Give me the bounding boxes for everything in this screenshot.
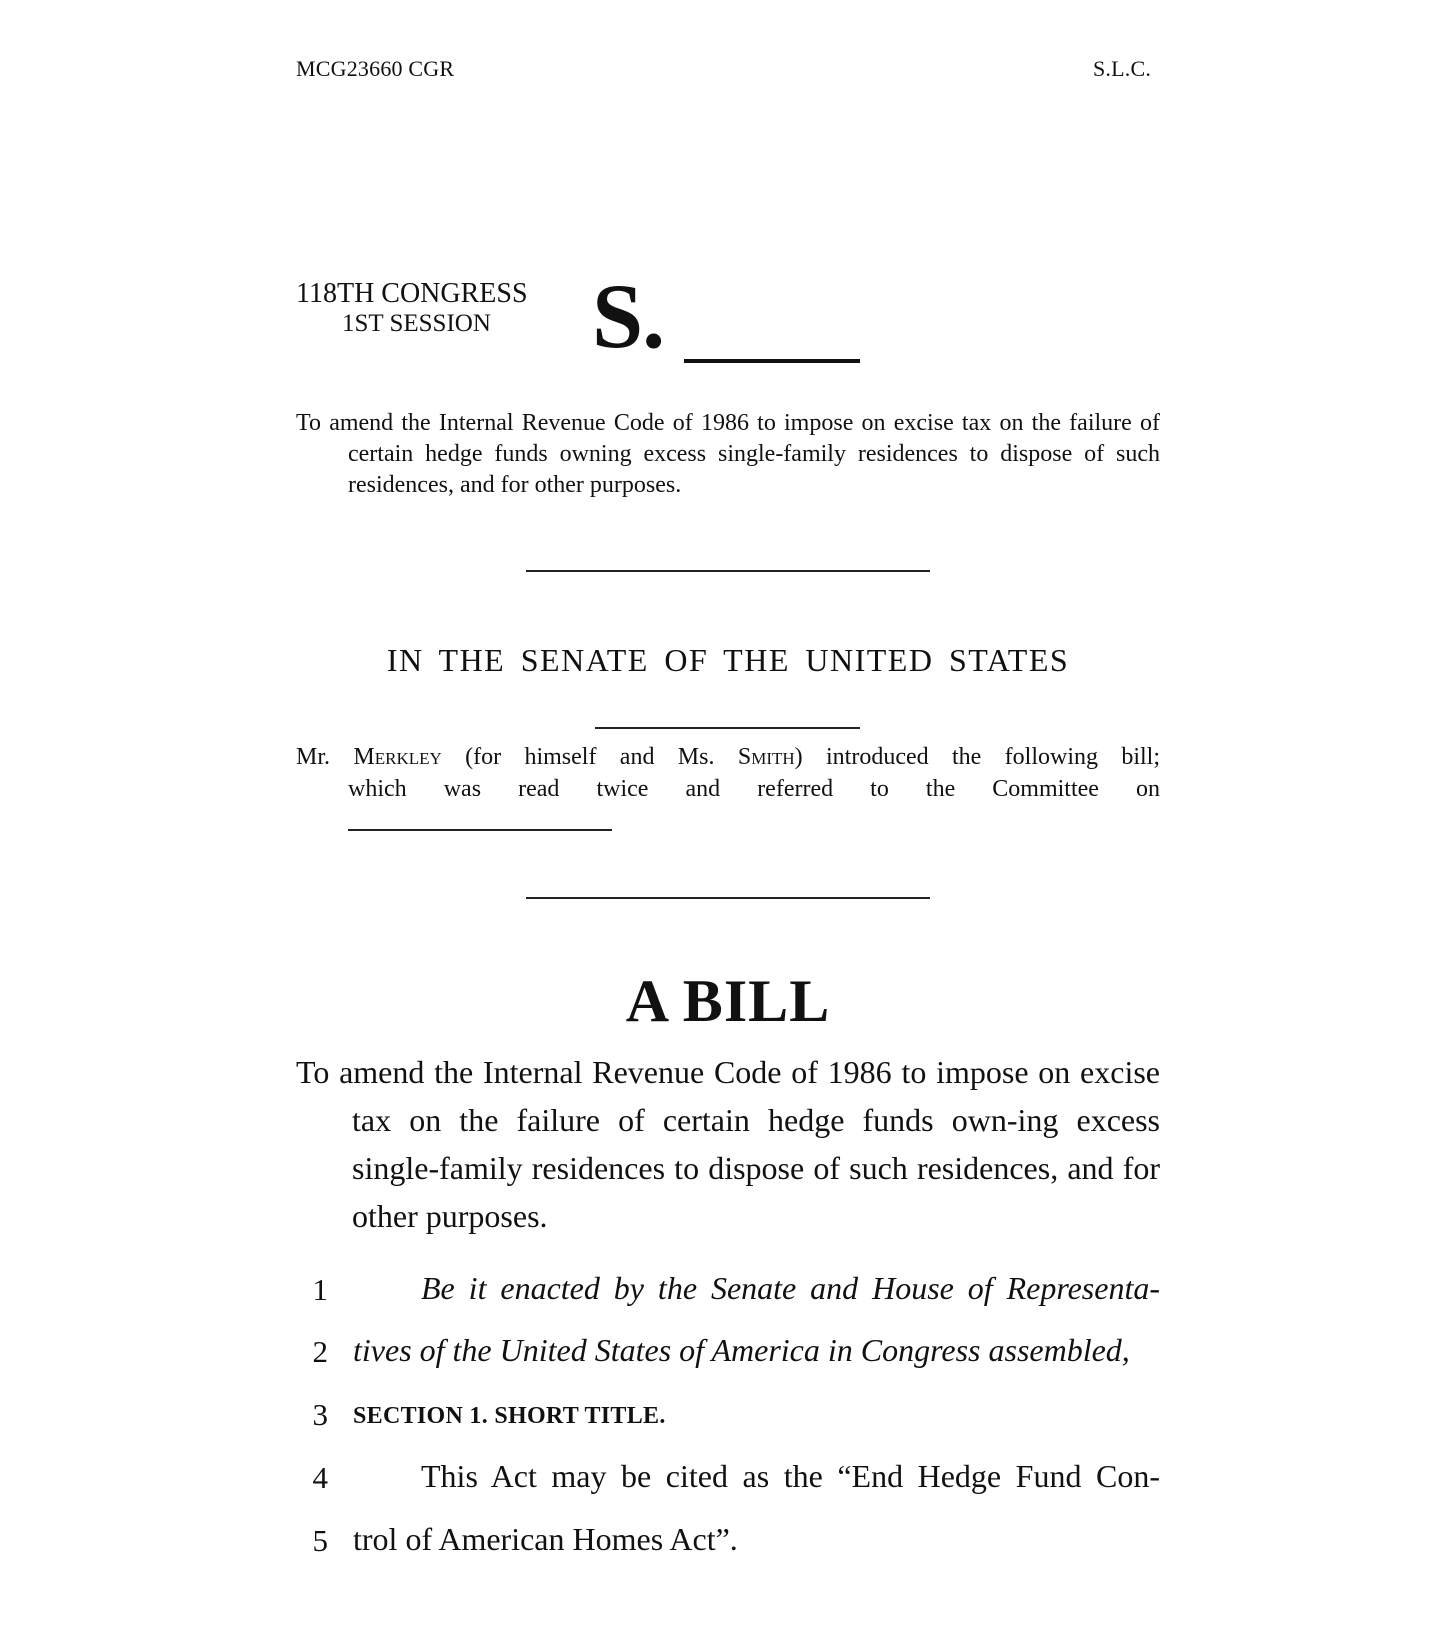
introduction-line-1: Mr. Merkley (for himself and Ms. Smith) introduced the following bill;	[296, 744, 1161, 770]
cover-short-title: To amend the Internal Revenue Code of 1986 to impose on excise tax on the failure of certain hedge funds owning excess single-family residences to dispose of such residences, and for other purposes.	[296, 410, 1160, 498]
divider-rule	[526, 897, 930, 899]
line-number: 5	[312, 1523, 328, 1558]
committee-blank	[348, 829, 612, 831]
line-number: 1	[312, 1272, 328, 1307]
divider-rule	[526, 570, 930, 572]
bill-number-blank	[684, 359, 860, 363]
chamber-heading: IN THE SENATE OF THE UNITED STATES	[386, 642, 1070, 678]
section-text-line: trol of American Homes Act”.	[353, 1521, 738, 1557]
line-number: 3	[312, 1397, 328, 1432]
section-heading: SECTION 1. SHORT TITLE.	[353, 1403, 666, 1429]
line-number: 4	[312, 1460, 328, 1495]
section-text-line: This Act may be cited as the “End Hedge Fund Con-	[421, 1458, 1160, 1494]
introduction-line-2: which was read twice and referred to the Committee on	[348, 776, 1160, 802]
session-label: 1ST SESSION	[342, 310, 491, 337]
introduction-statement	[296, 741, 1160, 805]
cosponsor-name: Smith	[737, 744, 795, 770]
document-code: MCG23660 CGR	[296, 56, 455, 81]
long-title: To amend the Internal Revenue Code of 1986 to impose on excise tax on the failure of certain hedge funds own-ing excess single-family residences to dispose of such residences, and for other purposes.	[296, 1054, 1160, 1234]
divider-rule	[595, 727, 860, 729]
congress-label: 118TH CONGRESS	[296, 278, 528, 309]
enacting-clause-line: Be it enacted by the Senate and House of Representa-	[421, 1270, 1160, 1306]
slc-marker: S.L.C.	[1093, 56, 1152, 81]
bill-number-prefix: S.	[592, 265, 665, 367]
bill-heading: A BILL	[625, 968, 831, 1034]
line-number: 2	[312, 1334, 328, 1369]
enacting-clause-line: tives of the United States of America in Congress assembled,	[353, 1332, 1130, 1368]
sponsor-name: Merkley	[353, 744, 442, 770]
